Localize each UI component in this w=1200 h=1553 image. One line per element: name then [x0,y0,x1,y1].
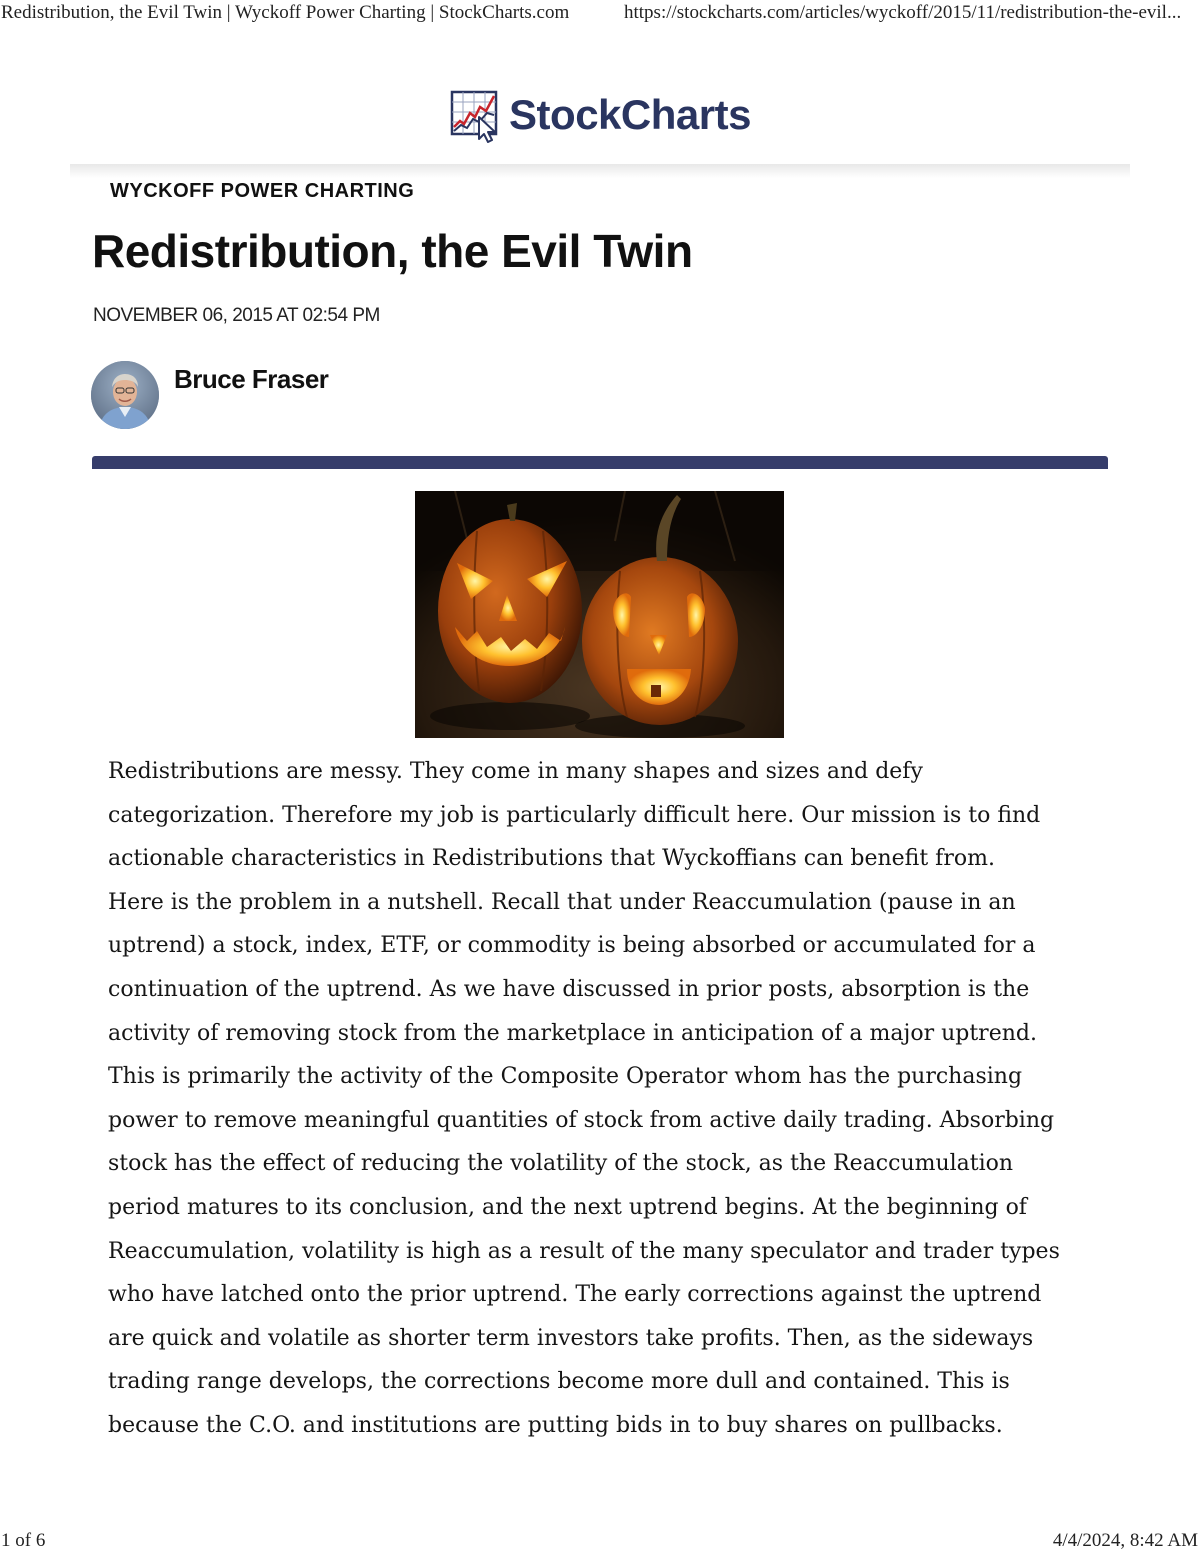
header-shadow [70,164,1130,178]
chart-cursor-icon [449,87,505,143]
stockcharts-logo[interactable] [449,87,751,143]
body-line: trading range develops, the corrections become more dull and contained. This is [108,1369,1010,1395]
logo-text: StockCharts [509,91,751,138]
author-name[interactable]: Bruce Fraser [174,364,329,394]
print-header [0,2,1200,26]
body-line: actionable characteristics in Redistributions that Wyckoffians can benefit from. [108,846,995,872]
site-header [0,84,1200,146]
body-line: uptrend) a stock, index, ETF, or commodity is being absorbed or accumulated for a [108,933,1036,959]
body-line: continuation of the uptrend. As we have discussed in prior posts, absorption is the [108,976,1030,1002]
body-line: who have latched onto the prior uptrend. The early corrections against the uptrend [108,1282,1042,1308]
body-line: Redistributions are messy. They come in many shapes and sizes and defy [108,759,923,784]
print-header-url: https://stockcharts.com/articles/wyckoff/2015/11/redistribution-the-evil... [624,2,1182,23]
body-line: Here is the problem in a nutshell. Recall that under Reaccumulation (pause in an [108,889,1016,915]
body-line: This is primarily the activity of the Composite Operator whom has the purchasing [108,1064,1023,1090]
print-page-number: 1 of 6 [1,1530,46,1551]
article-divider [92,456,1108,469]
article-title: Redistribution, the Evil Twin [92,225,693,277]
author-avatar[interactable] [91,361,159,429]
article-category[interactable]: WYCKOFF POWER CHARTING [110,180,415,202]
jack-o-lantern-image [415,491,784,738]
print-footer [0,1530,1200,1552]
body-line: categorization. Therefore my job is particularly difficult here. Our mission is to find [108,802,1041,828]
print-datetime: 4/4/2024, 8:42 AM [1052,1530,1198,1551]
article-date: NOVEMBER 06, 2015 AT 02:54 PM [93,305,380,326]
body-line: stock has the effect of reducing the volatility of the stock, as the Reaccumulation [108,1151,1014,1177]
print-header-title: Redistribution, the Evil Twin | Wyckoff Power Charting | StockCharts.com [1,2,570,23]
body-line: are quick and volatile as shorter term investors take profits. Then, as the sideways [108,1325,1034,1351]
body-line: because the C.O. and institutions are putting bids in to buy shares on pullbacks. [108,1412,1003,1438]
body-line: activity of removing stock from the marketplace in anticipation of a major uptrend. [108,1020,1037,1046]
body-line: power to remove meaningful quantities of stock from active daily trading. Absorbing [108,1107,1055,1133]
article-body [108,750,1108,1448]
body-line: period matures to its conclusion, and the next uptrend begins. At the beginning of [108,1194,1027,1220]
body-line: Reaccumulation, volatility is high as a result of the many speculator and trader types [108,1238,1060,1264]
